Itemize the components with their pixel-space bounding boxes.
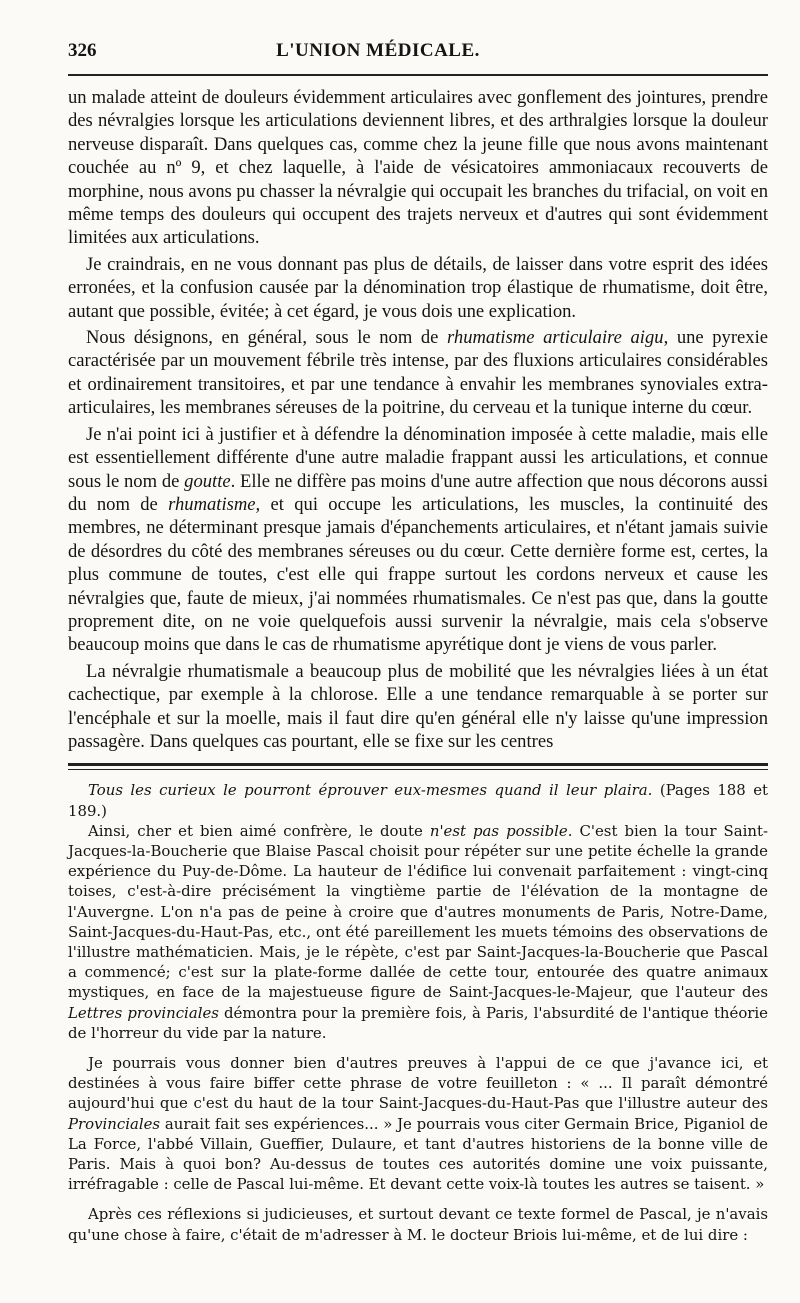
text-run: et qui occupe les articulations, les muscles, la continuité des membres, ne déterminant presque jamais d'épanchements articulaires, et n'étant jamais suivie de désordres du côté des membranes séreuses ou du cœur. Cette dernière forme est, certes, la plus commune de toutes, c'est elle qui frappe surtout les cordons nerveux et cause les névralgies que, faute de mieux, j'ai nommées rhumatismales. Ce n'est pas que, dans la goutte proprement dite, on ne voie quelquefois aussi survenir la névralgie, mais cela s'observe beaucoup moins que dans le cas de rhumatisme apyrétique dont je viens de vous parler. xyxy=(68,493,768,656)
paragraph: un malade atteint de douleurs évidemment articulaires avec gonflement des jointures, prendre des névralgies lorsque les articulations deviennent libres, et des arthralgies lorsque la douleur nerveuse disparaît. Dans quelques cas, comme chez la jeune fille que nous avons maintenant couchée au nº 9, et chez laquelle, à l'aide de vésicatoires ammoniacaux recouverts de morphine, nous avons pu chasser la névralgie qui occupait les branches du trifacial, on voit en même temps des douleurs qui occupent des trajets nerveux et d'autres qui sont évidemment limitées aux articulations. xyxy=(68,87,768,249)
text-run: Je pourrais vous donner bien d'autres preuves à l'appui de ce que j'avance ici, et destinées à vous faire biffer cette phrase de votre feuilleton : « ... Il paraît démontré aujourd'hui que c'est du haut de la tour Saint-Jacques-du-Haut-Pas que l'illustre auteur des xyxy=(68,1054,768,1113)
text-run: . Elle ne diffère pas moins d'une autre affection que nous décorons aussi du nom de xyxy=(68,470,769,515)
page-header xyxy=(68,40,768,68)
italic-term: Lettres provinciales xyxy=(68,1003,219,1022)
text-run: aurait fait ses expériences... » Je pourrais vous citer Germain Brice, Piganiol de La Force, l'abbé Villain, Gueffier, Dulaure, et tant d'autres historiens de la bonne ville de Paris. Mais à quoi bon? Au-dessus de toutes ces autorités domine une voix puissante, irréfragable : celle de Pascal lui-même. Et devant cette voix-là toutes les autres se taisent. » xyxy=(68,1114,768,1194)
italic-term: n'est pas possible. xyxy=(429,821,573,840)
main-text xyxy=(68,86,768,753)
text-run: Nous désignons, en général, sous le nom de xyxy=(86,327,448,349)
paragraph xyxy=(68,1053,768,1194)
paragraph: Après ces réflexions si judicieuses, et surtout devant ce texte formel de Pascal, je n'avais qu'une chose à faire, c'était de m'adresser à M. le docteur Briois lui-même, et de lui dire : xyxy=(68,1205,768,1244)
text-run: , une pyrexie caractérisée par un mouvement fébrile très intense, par des fluxions articulaires considérables et ordinairement transitoires, et par une tendance à envahir les membranes synoviales extra-articulaires, les membranes séreuses de la poitrine, du cerveau et la tunique interne du cœur. xyxy=(68,327,769,419)
italic-term: goutte xyxy=(184,470,231,492)
paragraph xyxy=(68,821,768,1043)
text-run: C'est bien la tour Saint-Jacques-la-Boucherie que Blaise Pascal choisit pour répéter sur une petite échelle la grande expérience du Puy-de-Dôme. La hauteur de l'édifice lui convenait parfaitement : vingt-cinq toises, c'est-à-dire précisément la vingtième partie de l'élévation de la montagne de l'Auvergne. L'on n'a pas de peine à croire que d'autres monuments de Paris, Notre-Dame, Saint-Jacques-du-Haut-Pas, etc., ont été pareillement les muets témoins des observations de l'illustre mathématicien. Mais, je le répète, c'est par Saint-Jacques-la-Boucherie que Pascal a commencé; c'est sur la plate-forme dallée de cette tour, entourée des quatre animaux mystiques, en face de la majestueuse figure de Saint-Jacques-le-Majeur, que l'auteur des xyxy=(68,821,768,1002)
paragraph: La névralgie rhumatismale a beaucoup plus de mobilité que les névralgies liées à un état cachectique, par exemple à la chlorose. Elle a une tendance remarquable à se porter sur l'encéphale et sur la moelle, mais il faut dire qu'en général elle n'y laisse qu'une impression passagère. Dans quelques cas pourtant, elle se fixe sur les centres xyxy=(68,660,768,752)
text-run: démontra pour la première fois, à Paris, l'absurdité de l'antique théorie de l'horreur du vide par la nature. xyxy=(68,1003,768,1042)
text-run: Ainsi, cher et bien aimé confrère, le doute xyxy=(88,821,430,840)
quote-line xyxy=(68,780,768,820)
header-rule xyxy=(68,74,768,76)
italic-term: rhumatisme articulaire aigu xyxy=(447,327,664,349)
page-reference: (Pages 188 et 189.) xyxy=(68,781,768,820)
feuilleton-text xyxy=(68,780,768,1244)
italic-quote: Tous les curieux le pourront éprouver eux-mesmes quand il leur plaira. xyxy=(88,781,653,800)
document-page xyxy=(68,40,768,1245)
paragraph: Je craindrais, en ne vous donnant pas plus de détails, de laisser dans votre esprit des idées erronées, et la confusion causée par la dénomination trop élastique de rhumatisme, doit être, autant que possible, évitée; à cet égard, je vous dois une explication. xyxy=(68,253,768,322)
paragraph xyxy=(68,423,768,657)
paragraph xyxy=(68,326,768,420)
running-title: L'UNION MÉDICALE. xyxy=(276,40,480,61)
text-run: Je n'ai point ici à justifier et à défendre la dénomination imposée à cette maladie, mais elle est essentiellement différente d'une autre maladie frappant aussi les articulations, et connue sous le nom de xyxy=(68,423,768,492)
italic-term: rhumatisme, xyxy=(168,493,261,515)
italic-term: Provinciales xyxy=(68,1114,161,1133)
feuilleton-separator xyxy=(68,763,768,770)
page-number: 326 xyxy=(68,40,97,61)
